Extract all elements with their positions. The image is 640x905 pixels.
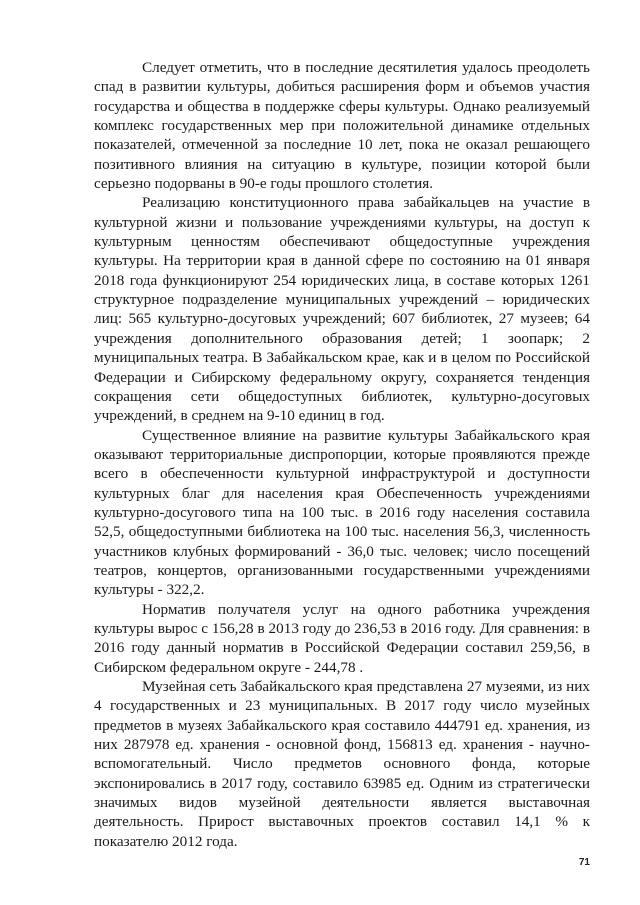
- body-text: [94, 58, 590, 851]
- paragraph-constitutional-right: Реализацию конституционного права забайкальцев на участие в культурной жизни и пользование учреждениями культуры, на доступ к культурным ценностям обеспечивают общедоступные учреждения культуры. На территории края в данной сфере по состоянию на 01 января 2018 года функционируют 254 юридических лица, в составе которых 1261 структурное подразделение муниципальных учреждений – юридических лиц: 565 культурно-досуговых учреждений; 607 библиотек, 27 музеев; 64 учреждения дополнительного образования детей; 1 зоопарк; 2 муниципальных театра. В Забайкальском крае, как и в целом по Российской Федерации и Сибирскому федеральному округу, сохраняется тенденция сокращения сети общедоступных библиотек, культурно-досуговых учреждений, в среднем на 9-10 единиц в год.: [94, 194, 590, 425]
- paragraph-territorial-disproportion: Существенное влияние на развитие культуры Забайкальского края оказывают территориальные диспропорции, которые проявляются прежде всего в обеспеченности культурной инфраструктурой и доступности культурных благ для населения края Обеспеченность учреждениями культурно-досугового типа на 100 тыс. в 2016 году населения составила 52,5, общедоступными библиотека на 100 тыс. населения 56,3, численность участников клубных формирований - 36,0 тыс. человек; число посещений театров, концертов, организованными государственными учреждениями культуры - 322,2.: [94, 426, 590, 599]
- page-number: 71: [578, 857, 590, 868]
- paragraph-museum-network: Музейная сеть Забайкальского края представлена 27 музеями, из них 4 государственных и 23 муниципальных. В 2017 году число музейных предметов в музеях Забайкальского края составило 444791 ед. хранения, из них 287978 ед. хранения - основной фонд, 156813 ед. хранения - научно-вспомогательный. Число предметов основного фонда, которые экспонировались в 2017 году, составило 63985 ед. Одним из стратегически значимых видов музейной деятельности является выставочная деятельность. Прирост выставочных проектов составил 14,1 % к показателю 2012 года.: [94, 678, 590, 850]
- paragraph-service-norm: Норматив получателя услуг на одного работника учреждения культуры вырос с 156,28 в 2013 году до 236,53 в 2016 году. Для сравнения: в 2016 году данный норматив в Российской Федерации составил 259,56, в Сибирском федеральном округе - 244,78 .: [94, 600, 590, 676]
- paragraph-culture-overview: Следует отметить, что в последние десятилетия удалось преодолеть спад в развитии культуры, добиться расширения форм и объемов участия государства и общества в поддержке сферы культуры. Однако реализуемый комплекс государственных мер при положительной динамике отдельных показателей, отмеченной за последние 10 лет, пока не оказал решающего позитивного влияния на ситуацию в культуре, позиции которой были серьезно подорваны в 90-е годы прошлого столетия.: [94, 59, 590, 193]
